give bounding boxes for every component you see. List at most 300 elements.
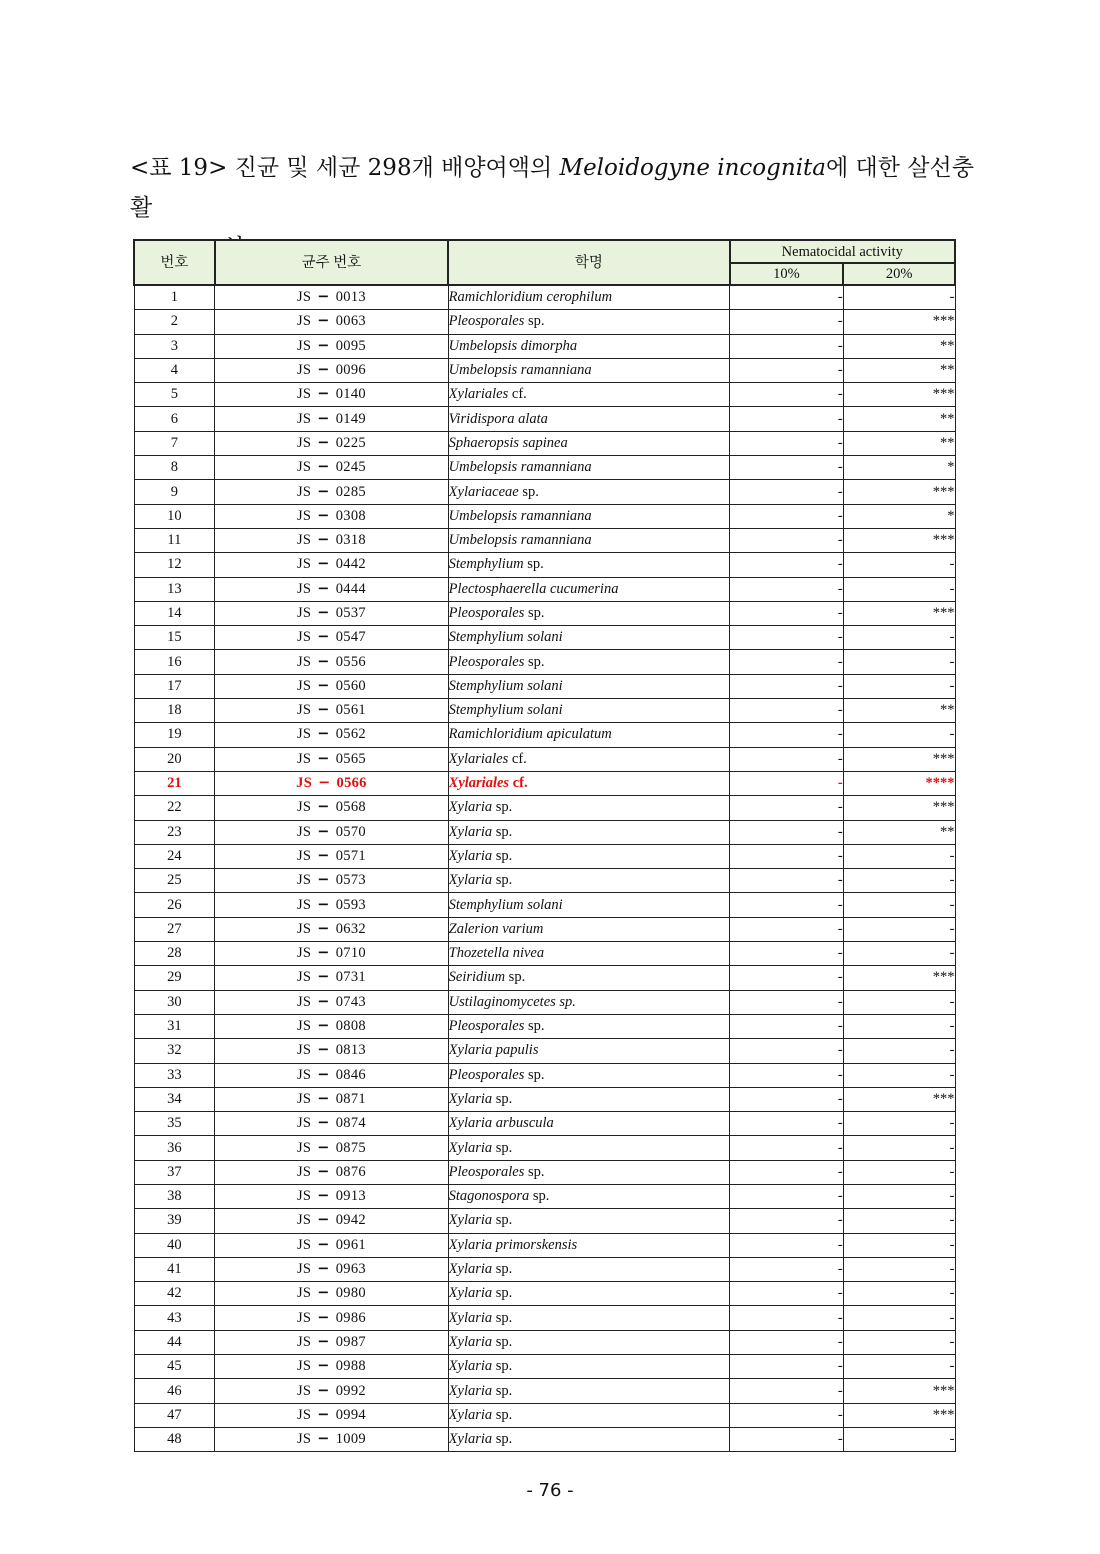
strain-number: 0876 — [335, 1163, 366, 1180]
activity-10pct: - — [730, 407, 844, 431]
strain-dash: − — [317, 920, 330, 937]
strain-id — [215, 1282, 448, 1306]
genus-name: Pleosporales — [448, 313, 525, 330]
scientific-name — [448, 1282, 729, 1306]
strain-dash: − — [317, 434, 330, 451]
genus-name: Viridispora — [448, 410, 515, 427]
strain-prefix: JS — [296, 1018, 312, 1035]
activity-10pct: - — [730, 699, 844, 723]
strain-dash: − — [317, 1042, 330, 1059]
strain-id — [215, 1136, 448, 1160]
genus-name: Ramichloridium — [448, 289, 543, 306]
table-row — [134, 1112, 955, 1136]
activity-20pct: ** — [843, 431, 955, 455]
genus-name: Seiridium — [448, 969, 506, 986]
table-row — [134, 383, 955, 407]
species-epithet: sp. — [532, 1188, 550, 1205]
activity-20pct: - — [843, 1112, 955, 1136]
row-number: 43 — [134, 1306, 215, 1330]
table-row — [134, 1306, 955, 1330]
strain-id — [215, 1257, 448, 1281]
row-number: 48 — [134, 1427, 215, 1451]
strain-dash: − — [317, 605, 330, 621]
scientific-name — [448, 699, 729, 723]
table-row — [134, 528, 955, 552]
table-row — [134, 1282, 955, 1306]
strain-number: 0743 — [335, 993, 366, 1010]
genus-name: Pleosporales — [448, 1018, 525, 1035]
strain-number: 0562 — [335, 726, 366, 743]
row-number: 1 — [134, 285, 215, 310]
strain-prefix: JS — [296, 1309, 312, 1326]
table-row — [134, 310, 955, 334]
strain-number: 1009 — [335, 1431, 366, 1448]
activity-10pct: - — [730, 334, 844, 358]
activity-10pct: - — [730, 869, 844, 893]
strain-id — [215, 1330, 448, 1354]
row-number: 40 — [134, 1233, 215, 1257]
strain-dash: − — [317, 629, 330, 646]
activity-10pct: - — [730, 626, 844, 650]
table-row — [134, 1014, 955, 1038]
strain-id — [215, 699, 448, 723]
genus-name: Xylariales — [448, 775, 510, 792]
strain-prefix: JS — [296, 920, 312, 937]
strain-number: 0731 — [335, 969, 366, 986]
genus-name: Xylaria — [448, 823, 493, 840]
species-epithet: sp. — [495, 872, 513, 889]
activity-20pct: - — [843, 553, 955, 577]
strain-number: 0573 — [335, 872, 366, 889]
scientific-name — [448, 456, 729, 480]
scientific-name — [448, 1306, 729, 1330]
row-number: 4 — [134, 358, 215, 382]
strain-number: 0593 — [335, 896, 366, 913]
genus-name: Stagonospora — [448, 1188, 530, 1205]
table-row — [134, 1330, 955, 1354]
activity-10pct: - — [730, 917, 844, 941]
genus-name: Stemphylium — [448, 629, 524, 646]
genus-name: Xylaria — [448, 799, 493, 816]
table-row — [134, 650, 955, 674]
species-epithet: cerophilum — [546, 289, 613, 306]
activity-20pct: *** — [843, 601, 955, 625]
activity-20pct: - — [843, 1209, 955, 1233]
strain-dash: − — [317, 1285, 330, 1302]
table-row — [134, 747, 955, 771]
activity-10pct: - — [730, 1014, 844, 1038]
strain-prefix: JS — [296, 750, 312, 767]
strain-id — [215, 674, 448, 698]
strain-number: 0556 — [335, 653, 366, 670]
strain-number: 0318 — [335, 532, 366, 549]
table-row — [134, 1233, 955, 1257]
strain-dash: − — [317, 1212, 330, 1229]
row-number: 45 — [134, 1355, 215, 1379]
row-number: 12 — [134, 553, 215, 577]
scientific-name — [448, 771, 729, 795]
scientific-name — [448, 844, 729, 868]
strain-prefix: JS — [296, 1285, 312, 1302]
strain-id — [215, 553, 448, 577]
activity-10pct: - — [730, 1184, 844, 1208]
strain-number: 0846 — [335, 1066, 366, 1083]
strain-prefix: JS — [296, 434, 312, 451]
scientific-name — [448, 383, 729, 407]
strain-dash: − — [317, 1333, 330, 1350]
genus-name: Zalerion — [448, 920, 499, 937]
table-row — [134, 1427, 955, 1451]
strain-number: 0285 — [335, 483, 366, 500]
strain-prefix: JS — [296, 532, 312, 549]
table-row — [134, 1257, 955, 1281]
strain-prefix: JS — [296, 969, 312, 986]
species-epithet: ramanniana — [520, 362, 592, 379]
strain-number: 0565 — [335, 750, 366, 767]
activity-10pct: - — [730, 480, 844, 504]
activity-10pct: - — [730, 1209, 844, 1233]
activity-10pct: - — [730, 1112, 844, 1136]
scientific-name — [448, 1403, 729, 1427]
activity-20pct: - — [843, 1039, 955, 1063]
species-epithet: sp. — [495, 847, 513, 864]
activity-10pct: - — [730, 1257, 844, 1281]
strain-dash: − — [317, 1431, 330, 1448]
activity-20pct: *** — [843, 1087, 955, 1111]
strain-prefix: JS — [296, 896, 312, 913]
activity-10pct: - — [730, 650, 844, 674]
strain-prefix: JS — [296, 1261, 312, 1278]
table-row — [134, 1184, 955, 1208]
activity-10pct: - — [730, 601, 844, 625]
table-body — [134, 285, 955, 1452]
activity-20pct: - — [843, 674, 955, 698]
table-row — [134, 796, 955, 820]
table-row — [134, 456, 955, 480]
strain-number: 0942 — [335, 1212, 366, 1229]
strain-id — [215, 796, 448, 820]
activity-10pct: - — [730, 285, 844, 310]
row-number: 13 — [134, 577, 215, 601]
strain-dash: − — [317, 483, 330, 500]
table-row — [134, 820, 955, 844]
activity-20pct: - — [843, 1160, 955, 1184]
genus-name: Pleosporales — [448, 1163, 525, 1180]
strain-id — [215, 1112, 448, 1136]
scientific-name — [448, 917, 729, 941]
activity-10pct: - — [730, 1063, 844, 1087]
row-number: 24 — [134, 844, 215, 868]
row-number: 20 — [134, 747, 215, 771]
strain-number: 0987 — [335, 1333, 366, 1350]
scientific-name — [448, 1379, 729, 1403]
genus-name: Xylaria — [448, 1212, 493, 1229]
strain-dash: − — [317, 580, 330, 597]
row-number: 10 — [134, 504, 215, 528]
strain-prefix: JS — [296, 507, 312, 524]
table-row — [134, 771, 955, 795]
row-number: 39 — [134, 1209, 215, 1233]
strain-dash: − — [317, 945, 330, 962]
table-row — [134, 844, 955, 868]
scientific-name — [448, 990, 729, 1014]
strain-number: 0871 — [335, 1090, 366, 1107]
genus-name: Sphaeropsis — [448, 434, 520, 451]
strain-number: 0874 — [335, 1115, 366, 1132]
species-epithet: sp. — [508, 969, 526, 986]
strain-number: 0568 — [335, 799, 366, 816]
species-epithet: sp. — [495, 799, 513, 816]
strain-id — [215, 1427, 448, 1451]
strain-prefix: JS — [296, 823, 312, 840]
strain-prefix: JS — [296, 945, 312, 962]
strain-dash: − — [317, 1018, 330, 1035]
activity-20pct: * — [843, 456, 955, 480]
strain-id — [215, 869, 448, 893]
species-epithet: sp. — [495, 1382, 513, 1399]
scientific-name — [448, 674, 729, 698]
activity-20pct: - — [843, 990, 955, 1014]
strain-id — [215, 431, 448, 455]
strain-id — [215, 358, 448, 382]
table-row — [134, 1379, 955, 1403]
activity-20pct: - — [843, 285, 955, 310]
strain-number: 0149 — [335, 410, 366, 427]
species-epithet: sp. — [495, 1212, 513, 1229]
strain-number: 0986 — [335, 1309, 366, 1326]
activity-10pct: - — [730, 674, 844, 698]
strain-number: 0537 — [335, 605, 366, 621]
strain-dash: − — [317, 677, 330, 694]
strain-prefix: JS — [296, 1358, 312, 1375]
strain-number: 0913 — [335, 1188, 366, 1205]
table-row — [134, 285, 955, 310]
strain-dash: − — [317, 410, 330, 427]
strain-number: 0566 — [336, 775, 367, 792]
species-epithet: sp. — [495, 1406, 513, 1423]
strain-id — [215, 310, 448, 334]
scientific-name — [448, 1184, 729, 1208]
scientific-name — [448, 942, 729, 966]
row-number: 42 — [134, 1282, 215, 1306]
activity-20pct: - — [843, 1282, 955, 1306]
row-number: 28 — [134, 942, 215, 966]
strain-dash: − — [317, 823, 330, 840]
row-number: 18 — [134, 699, 215, 723]
activity-10pct: - — [730, 431, 844, 455]
scientific-name — [448, 650, 729, 674]
activity-20pct: - — [843, 1306, 955, 1330]
strain-number: 0961 — [335, 1236, 366, 1253]
header-strain: 균주 번호 — [215, 240, 448, 285]
caption-species: Meloidogyne incognita — [559, 155, 827, 181]
activity-20pct: ** — [843, 820, 955, 844]
table-row — [134, 1063, 955, 1087]
row-number: 46 — [134, 1379, 215, 1403]
strain-number: 0095 — [335, 337, 366, 354]
genus-name: Ustilaginomycetes — [448, 993, 556, 1010]
scientific-name — [448, 626, 729, 650]
genus-name: Stemphylium — [448, 896, 524, 913]
strain-number: 0632 — [335, 920, 366, 937]
strain-dash: − — [317, 1066, 330, 1083]
table-row — [134, 601, 955, 625]
strain-id — [215, 844, 448, 868]
activity-20pct: *** — [843, 310, 955, 334]
strain-dash: − — [317, 1261, 330, 1278]
genus-name: Xylaria — [448, 1261, 493, 1278]
strain-prefix: JS — [296, 1212, 312, 1229]
strain-prefix: JS — [296, 410, 312, 427]
strain-prefix: JS — [296, 629, 312, 646]
activity-10pct: - — [730, 771, 844, 795]
genus-name: Xylaria — [448, 1042, 493, 1059]
strain-id — [215, 383, 448, 407]
scientific-name — [448, 1330, 729, 1354]
species-epithet: sp. — [527, 556, 544, 573]
activity-10pct: - — [730, 796, 844, 820]
scientific-name — [448, 431, 729, 455]
activity-20pct: - — [843, 1257, 955, 1281]
strain-number: 0245 — [335, 459, 366, 476]
genus-name: Xylaria — [448, 1309, 493, 1326]
activity-10pct: - — [730, 723, 844, 747]
strain-dash: − — [317, 847, 330, 864]
genus-name: Stemphylium — [448, 677, 524, 694]
activity-20pct: *** — [843, 528, 955, 552]
strain-prefix: JS — [296, 872, 312, 889]
strain-id — [215, 747, 448, 771]
activity-10pct: - — [730, 1403, 844, 1427]
scientific-name — [448, 893, 729, 917]
strain-prefix: JS — [296, 313, 312, 330]
strain-prefix: JS — [296, 847, 312, 864]
activity-20pct: *** — [843, 1403, 955, 1427]
table-row — [134, 942, 955, 966]
table-row — [134, 917, 955, 941]
activity-20pct: ** — [843, 358, 955, 382]
genus-name: Umbelopsis — [448, 532, 518, 549]
species-epithet: solani — [527, 896, 563, 913]
scientific-name — [448, 1209, 729, 1233]
strain-prefix: JS — [296, 702, 312, 719]
table-row — [134, 723, 955, 747]
activity-10pct: - — [730, 1330, 844, 1354]
scientific-name — [448, 796, 729, 820]
strain-number: 0442 — [335, 556, 366, 573]
genus-name: Xylaria — [448, 1406, 493, 1423]
strain-dash: − — [317, 1406, 330, 1423]
species-epithet: sp. — [495, 1139, 513, 1156]
activity-20pct: - — [843, 1233, 955, 1257]
strain-number: 0875 — [335, 1139, 366, 1156]
strain-id — [215, 626, 448, 650]
genus-name: Xylaria — [448, 847, 493, 864]
activity-10pct: - — [730, 747, 844, 771]
activity-10pct: - — [730, 966, 844, 990]
activity-20pct: *** — [843, 383, 955, 407]
species-epithet: sp. — [522, 483, 539, 500]
strain-number: 0444 — [335, 580, 366, 597]
activity-20pct: ** — [843, 407, 955, 431]
activity-20pct: **** — [843, 771, 955, 795]
strain-id — [215, 966, 448, 990]
strain-prefix: JS — [296, 1406, 312, 1423]
scientific-name — [448, 869, 729, 893]
genus-name: Xylaria — [448, 1285, 493, 1302]
row-number: 7 — [134, 431, 215, 455]
strain-id — [215, 480, 448, 504]
strain-number: 0710 — [335, 945, 366, 962]
strain-number: 0992 — [335, 1382, 366, 1399]
scientific-name — [448, 358, 729, 382]
activity-10pct: - — [730, 1379, 844, 1403]
activity-20pct: ** — [843, 334, 955, 358]
activity-20pct: *** — [843, 480, 955, 504]
row-number: 29 — [134, 966, 215, 990]
activity-10pct: - — [730, 1282, 844, 1306]
strain-prefix: JS — [296, 993, 312, 1010]
strain-prefix: JS — [296, 1139, 312, 1156]
activity-20pct: - — [843, 1330, 955, 1354]
genus-name: Stemphylium — [448, 556, 524, 573]
genus-name: Umbelopsis — [448, 459, 518, 476]
activity-10pct: - — [730, 456, 844, 480]
strain-prefix: JS — [296, 1066, 312, 1083]
row-number: 31 — [134, 1014, 215, 1038]
strain-prefix: JS — [296, 1188, 312, 1205]
species-epithet: sp. — [495, 1358, 513, 1375]
strain-dash: − — [317, 799, 330, 816]
row-number: 19 — [134, 723, 215, 747]
activity-10pct: - — [730, 844, 844, 868]
strain-number: 0561 — [335, 702, 366, 719]
strain-prefix: JS — [296, 1431, 312, 1448]
species-epithet: sp. — [528, 1018, 545, 1035]
species-epithet: sp. — [495, 1309, 513, 1326]
genus-name: Xylaria — [448, 1115, 493, 1132]
strain-id — [215, 1233, 448, 1257]
genus-name: Plectosphaerella — [448, 580, 547, 597]
activity-20pct: - — [843, 1136, 955, 1160]
strain-dash: − — [317, 1163, 330, 1180]
scientific-name — [448, 1427, 729, 1451]
activity-20pct: - — [843, 869, 955, 893]
strain-prefix: JS — [296, 1236, 312, 1253]
strain-number: 0963 — [335, 1261, 366, 1278]
strain-prefix: JS — [296, 556, 312, 573]
genus-name: Thozetella — [448, 945, 510, 962]
table-row — [134, 1039, 955, 1063]
scientific-name — [448, 1355, 729, 1379]
strain-prefix: JS — [296, 653, 312, 670]
strain-id — [215, 285, 448, 310]
caption-prefix: <표 19> 진균 및 세균 298개 배양여액의 — [130, 155, 560, 181]
strain-id — [215, 1063, 448, 1087]
caption-suffix: 에 대한 살선충활 — [130, 155, 974, 221]
strain-id — [215, 942, 448, 966]
scientific-name — [448, 1039, 729, 1063]
activity-20pct: *** — [843, 796, 955, 820]
genus-name: Pleosporales — [448, 653, 525, 670]
row-number: 35 — [134, 1112, 215, 1136]
row-number: 3 — [134, 334, 215, 358]
species-epithet: papulis — [495, 1042, 539, 1059]
activity-10pct: - — [730, 1087, 844, 1111]
row-number: 41 — [134, 1257, 215, 1281]
scientific-name — [448, 1160, 729, 1184]
species-epithet: sp. — [528, 653, 545, 670]
